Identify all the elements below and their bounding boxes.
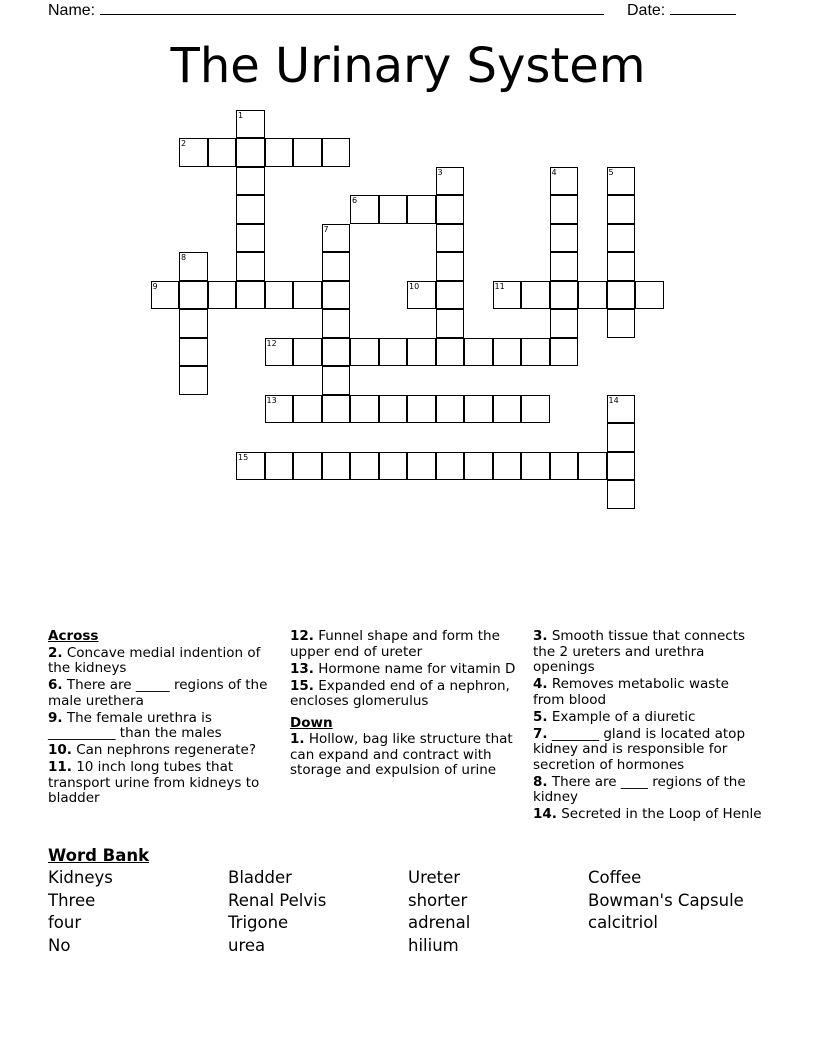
grid-cell[interactable] <box>464 338 493 367</box>
clue-number-label: 13. <box>290 660 314 677</box>
clue-text: Removes metabolic waste from blood <box>533 676 729 708</box>
clue-text: There are _____ regions of the male urethera <box>48 677 268 709</box>
grid-cell[interactable] <box>293 281 322 310</box>
grid-cell[interactable] <box>436 224 465 253</box>
grid-cell[interactable] <box>179 366 208 395</box>
word-bank-item: Renal Pelvis <box>228 890 327 910</box>
grid-cell[interactable] <box>265 138 294 167</box>
grid-cell[interactable] <box>265 452 294 481</box>
grid-cell[interactable] <box>607 167 636 196</box>
clue <box>533 807 763 823</box>
grid-cell[interactable] <box>350 452 379 481</box>
grid-cell[interactable] <box>293 138 322 167</box>
grid-cell[interactable] <box>265 395 294 424</box>
grid-cell[interactable] <box>322 252 351 281</box>
grid-cell[interactable] <box>436 395 465 424</box>
grid-cell[interactable] <box>236 224 265 253</box>
clue-text: There are ____ regions of the kidney <box>533 773 746 805</box>
clue-number: 8 <box>181 253 187 262</box>
grid-cell[interactable] <box>293 395 322 424</box>
clue-number-label: 14. <box>533 806 557 822</box>
grid-cell[interactable] <box>236 138 265 167</box>
grid-cell[interactable] <box>407 281 436 310</box>
grid-cell[interactable] <box>550 338 579 367</box>
clue-number-label: 2. <box>48 644 63 661</box>
clue-number: 3 <box>437 167 443 177</box>
word-bank-item: Bowman's Capsule <box>588 890 744 910</box>
grid-cell[interactable] <box>350 395 379 424</box>
grid-cell[interactable] <box>379 338 408 367</box>
word-bank-item: Kidneys <box>48 868 113 887</box>
grid-cell[interactable] <box>436 338 465 367</box>
grid-cell[interactable] <box>179 309 208 338</box>
clue-text: _______ gland is located atop kidney and is responsible for secretion of hormones <box>533 725 746 773</box>
grid-cell[interactable] <box>208 281 237 310</box>
clues-column-3 <box>533 629 763 824</box>
grid-cell[interactable] <box>521 338 550 367</box>
grid-cell[interactable] <box>550 252 579 281</box>
across-clue-list-continued <box>290 629 520 710</box>
name-label: Name: <box>48 2 96 19</box>
word-bank-item: Trigone <box>228 913 289 932</box>
grid-cell[interactable] <box>607 281 636 310</box>
clue <box>290 679 520 710</box>
down-clue-list-continued <box>533 629 763 823</box>
date-blank[interactable] <box>670 0 736 15</box>
grid-cell[interactable] <box>464 395 493 424</box>
clue-number: 9 <box>152 281 158 291</box>
grid-cell[interactable] <box>436 195 465 224</box>
clue-number: 12 <box>266 338 277 348</box>
grid-cell[interactable] <box>436 452 465 481</box>
grid-cell[interactable] <box>293 452 322 481</box>
grid-cell[interactable] <box>607 423 636 452</box>
grid-cell[interactable] <box>436 252 465 281</box>
grid-cell[interactable] <box>179 338 208 367</box>
clue-number: 11 <box>494 281 505 291</box>
grid-cell[interactable] <box>464 452 493 481</box>
grid-cell[interactable] <box>607 309 636 338</box>
word-bank-item: urea <box>228 935 266 955</box>
grid-cell[interactable] <box>236 252 265 281</box>
down-heading: Down <box>290 714 333 731</box>
clue <box>48 646 278 677</box>
grid-cell[interactable] <box>436 281 465 310</box>
clue-number-label: 1. <box>290 731 305 747</box>
clue <box>533 677 763 708</box>
grid-cell[interactable] <box>607 195 636 224</box>
grid-cell[interactable] <box>236 281 265 310</box>
grid-cell[interactable] <box>236 110 265 139</box>
grid-cell[interactable] <box>607 452 636 481</box>
word-bank-item: Coffee <box>588 868 642 887</box>
grid-cell[interactable] <box>521 281 550 310</box>
word-bank-item: four <box>48 913 82 932</box>
grid-cell[interactable] <box>322 338 351 367</box>
date-label: Date: <box>627 2 666 19</box>
grid-cell[interactable] <box>521 395 550 424</box>
clue-number: 4 <box>551 167 557 177</box>
grid-cell[interactable] <box>407 452 436 481</box>
clue-number: 6 <box>352 196 358 205</box>
grid-cell[interactable] <box>550 309 579 338</box>
grid-cell[interactable] <box>265 281 294 310</box>
grid-cell[interactable] <box>407 338 436 367</box>
grid-cell[interactable] <box>293 338 322 367</box>
grid-cell[interactable] <box>236 167 265 196</box>
clue-number-label: 7. <box>533 725 548 742</box>
clue-number-label: 10. <box>48 742 72 758</box>
grid-cell[interactable] <box>179 281 208 310</box>
clue-text: 10 inch long tubes that transport urine from kidneys to bladder <box>48 759 260 806</box>
grid-cell[interactable] <box>493 395 522 424</box>
grid-cell[interactable] <box>379 195 408 224</box>
clue-text: Secreted in the Loop of Henle <box>556 806 762 822</box>
clue-text: Hormone name for vitamin D <box>313 660 516 677</box>
word-bank-item: shorter <box>408 890 468 910</box>
clue-number-label: 3. <box>533 628 548 644</box>
grid-cell[interactable] <box>493 281 522 310</box>
word-bank-item: calcitriol <box>588 913 658 932</box>
clue-text: Can nephrons regenerate? <box>71 742 257 758</box>
clue-number-label: 8. <box>533 773 548 790</box>
word-bank-item: hilium <box>408 935 459 955</box>
grid-cell[interactable] <box>607 224 636 253</box>
clue <box>48 711 278 742</box>
grid-cell[interactable] <box>379 452 408 481</box>
clue <box>533 775 763 806</box>
clue-text: Expanded end of a nephron, encloses glomerulus <box>290 677 510 709</box>
clue-number-label: 15. <box>290 677 314 694</box>
clue <box>290 662 520 678</box>
clue-number-label: 11. <box>48 759 72 775</box>
clue <box>533 710 763 726</box>
grid-cell[interactable] <box>322 281 351 310</box>
page-title: The Urinary System <box>170 38 646 94</box>
grid-cell[interactable] <box>493 452 522 481</box>
grid-cell[interactable] <box>322 138 351 167</box>
clue-text: Hollow, bag like structure that can expand and contract with storage and expulsion of urine <box>290 731 513 778</box>
clue <box>290 732 520 779</box>
grid-cell[interactable] <box>635 281 664 310</box>
clue-text: Smooth tissue that connects the 2 ureters and urethra openings <box>533 628 746 675</box>
clue-text: Concave medial indention of the kidneys <box>48 644 261 676</box>
name-blank[interactable] <box>100 0 604 15</box>
grid-cell[interactable] <box>407 195 436 224</box>
grid-cell[interactable] <box>236 195 265 224</box>
clue-number: 13 <box>266 395 277 405</box>
clue-number: 10 <box>409 281 420 291</box>
clue-number: 5 <box>608 167 614 177</box>
grid-cell[interactable] <box>322 309 351 338</box>
grid-cell[interactable] <box>179 252 208 281</box>
clue-number: 1 <box>238 110 244 120</box>
clue-number-label: 9. <box>48 709 63 726</box>
grid-cell[interactable] <box>407 395 436 424</box>
grid-cell[interactable] <box>436 309 465 338</box>
word-bank-item: Three <box>48 890 96 910</box>
grid-cell[interactable] <box>322 224 351 253</box>
clue <box>48 743 278 759</box>
clue <box>290 629 520 660</box>
grid-cell[interactable] <box>550 224 579 253</box>
grid-cell[interactable] <box>379 395 408 424</box>
grid-cell[interactable] <box>578 452 607 481</box>
grid-cell[interactable] <box>350 338 379 367</box>
clue-number-label: 6. <box>48 677 63 693</box>
clue <box>533 727 763 774</box>
grid-cell[interactable] <box>322 366 351 395</box>
clue-number: 15 <box>238 452 249 462</box>
grid-cell[interactable] <box>236 452 265 481</box>
across-clue-list <box>48 646 278 807</box>
grid-cell[interactable] <box>151 281 180 310</box>
word-bank-item: adrenal <box>408 913 471 932</box>
clues-column-2 <box>290 629 520 780</box>
grid-cell[interactable] <box>550 281 579 310</box>
grid-cell[interactable] <box>350 195 379 224</box>
clue-number: 2 <box>181 139 187 148</box>
clue-number-label: 4. <box>533 676 548 692</box>
grid-cell[interactable] <box>578 281 607 310</box>
grid-cell[interactable] <box>265 338 294 367</box>
grid-cell[interactable] <box>607 395 636 424</box>
clue-number-label: 5. <box>533 708 548 725</box>
clue-text: Funnel shape and form the upper end of ureter <box>290 628 500 660</box>
word-bank-item: No <box>48 935 71 955</box>
date-field <box>627 0 736 20</box>
across-heading: Across <box>48 628 99 644</box>
grid-cell[interactable] <box>607 252 636 281</box>
clue <box>48 678 278 709</box>
grid-cell[interactable] <box>521 452 550 481</box>
clue-number: 14 <box>608 395 619 405</box>
grid-cell[interactable] <box>322 395 351 424</box>
grid-cell[interactable] <box>607 480 636 509</box>
grid-cell[interactable] <box>179 138 208 167</box>
clue-number: 7 <box>323 224 329 234</box>
clue-text: The female urethra is __________ than the males <box>48 709 222 741</box>
word-bank-item: Ureter <box>408 868 461 887</box>
clue <box>48 760 278 807</box>
grid-cell[interactable] <box>322 452 351 481</box>
word-bank-title: Word Bank <box>48 846 150 865</box>
name-field <box>48 0 604 20</box>
clues-column-1 <box>48 629 278 808</box>
grid-cell[interactable] <box>208 138 237 167</box>
grid-cell[interactable] <box>493 338 522 367</box>
grid-cell[interactable] <box>550 452 579 481</box>
clue <box>533 629 763 676</box>
down-clue-list <box>290 732 520 779</box>
grid-cell[interactable] <box>550 167 579 196</box>
clue-number-label: 12. <box>290 628 314 644</box>
clue-text: Example of a diuretic <box>547 708 696 725</box>
grid-cell[interactable] <box>550 195 579 224</box>
grid-cell[interactable] <box>436 167 465 196</box>
word-bank-item: Bladder <box>228 868 292 887</box>
